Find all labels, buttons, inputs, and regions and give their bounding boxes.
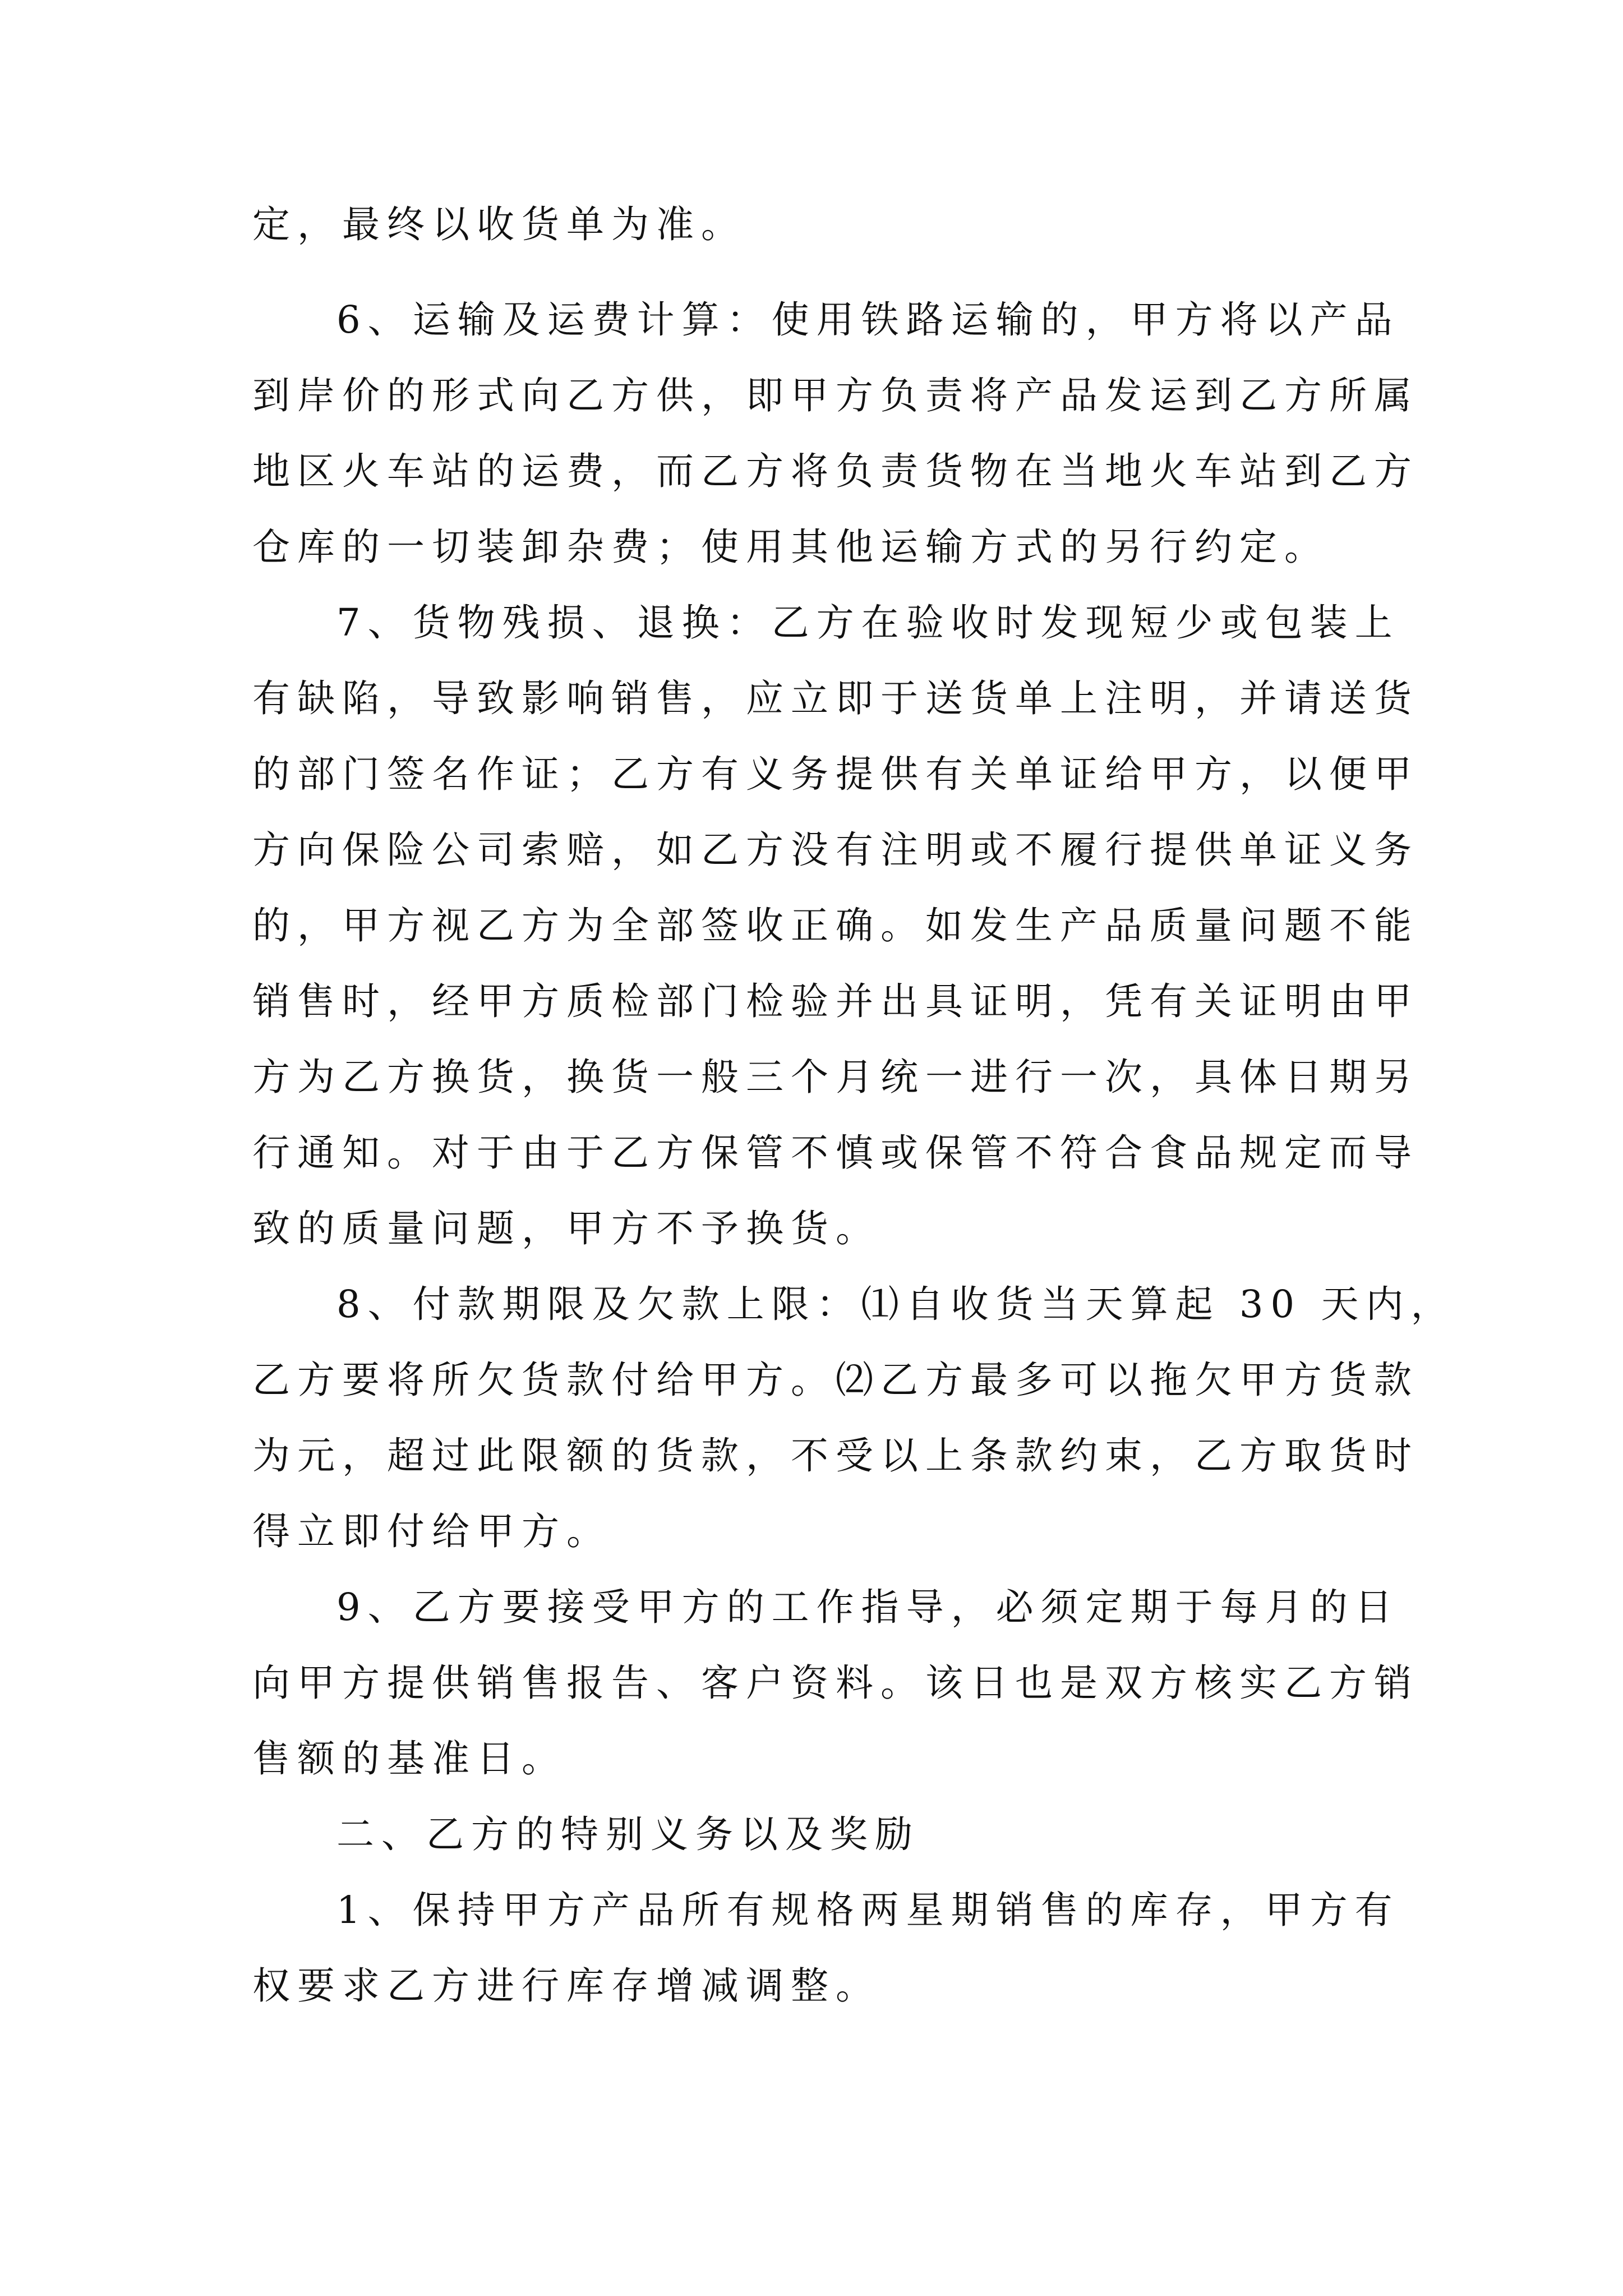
text-line: 行通知。对于由于乙方保管不慎或保管不符合食品规定而导 [252, 1131, 1419, 1175]
text-line: 销售时，经甲方质检部门检验并出具证明，凭有关证明由甲 [252, 979, 1419, 1023]
text-line: 仓库的一切装卸杂费；使用其他运输方式的另行约定。 [252, 525, 1329, 569]
text-line: 8、付款期限及欠款上限：⑴自收货当天算起 30 天内， [336, 1282, 1456, 1326]
text-line: 9、乙方要接受甲方的工作指导，必须定期于每月的日 [336, 1585, 1400, 1629]
text-line: 的，甲方视乙方为全部签收正确。如发生产品质量问题不能 [252, 904, 1419, 947]
text-line: 7、货物残损、退换：乙方在验收时发现短少或包装上 [336, 601, 1400, 645]
text-line: 1、保持甲方产品所有规格两星期销售的库存，甲方有 [336, 1888, 1400, 1932]
text-line: 到岸价的形式向乙方供，即甲方负责将产品发运到乙方所属 [252, 374, 1419, 417]
text-line: 乙方要将所欠货款付给甲方。⑵乙方最多可以拖欠甲方货款 [252, 1358, 1419, 1402]
text-line: 的部门签名作证；乙方有义务提供有关单证给甲方，以便甲 [252, 752, 1419, 796]
text-line: 致的质量问题，甲方不予换货。 [252, 1207, 880, 1250]
text-line: 得立即付给甲方。 [252, 1510, 611, 1553]
text-line: 权要求乙方进行库存增减调整。 [252, 1964, 880, 2008]
section-heading: 二、乙方的特别义务以及奖励 [336, 1812, 920, 1856]
text-line: 售额的基准日。 [252, 1737, 566, 1780]
text-line: 有缺陷，导致影响销售，应立即于送货单上注明，并请送货 [252, 677, 1419, 720]
text-line: 定，最终以收货单为准。 [252, 203, 746, 246]
text-line: 方为乙方换货，换货一般三个月统一进行一次，具体日期另 [252, 1055, 1419, 1099]
text-line: 地区火车站的运费，而乙方将负责货物在当地火车站到乙方 [252, 449, 1419, 493]
text-line: 为元，超过此限额的货款，不受以上条款约束，乙方取货时 [252, 1434, 1419, 1478]
text-line: 方向保险公司索赔，如乙方没有注明或不履行提供单证义务 [252, 828, 1419, 872]
text-line: 6、运输及运费计算：使用铁路运输的，甲方将以产品 [336, 298, 1400, 342]
text-line: 向甲方提供销售报告、客户资料。该日也是双方核实乙方销 [252, 1661, 1419, 1705]
